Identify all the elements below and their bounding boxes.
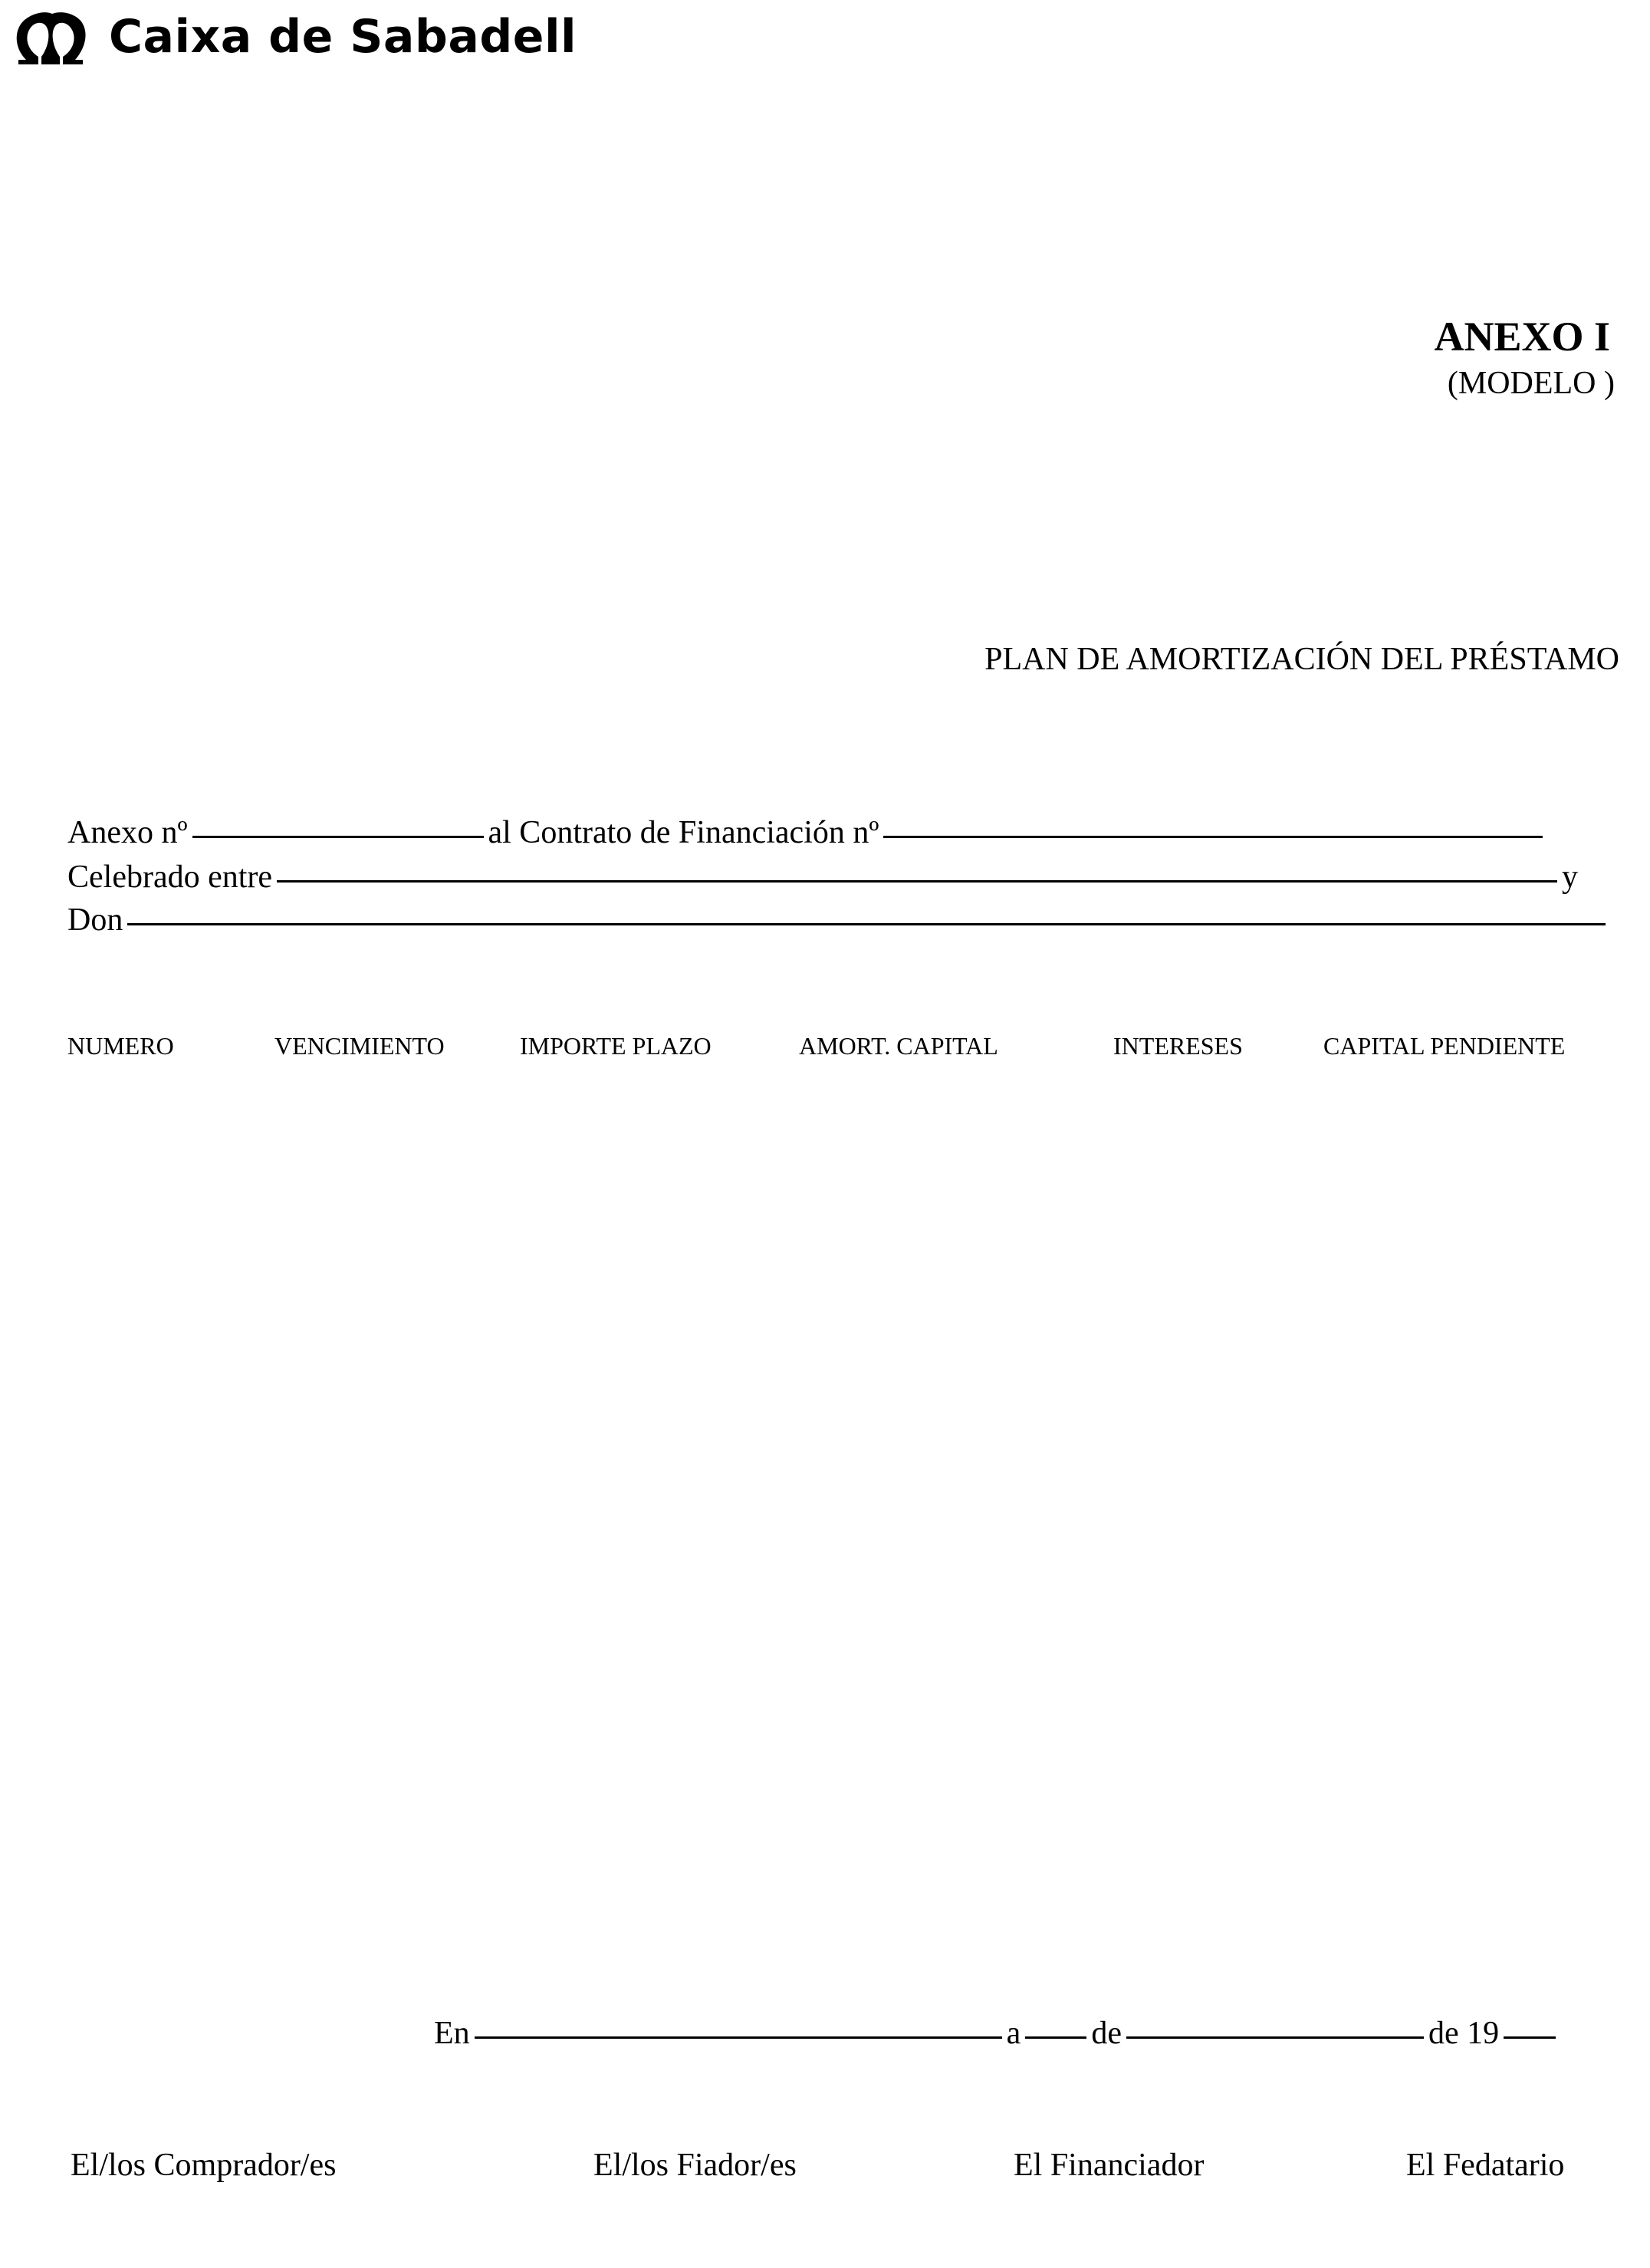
header-importe-plazo: IMPORTE PLAZO [520,1032,712,1060]
don-field[interactable] [127,922,1606,925]
signature-buyers: El/los Comprador/es [71,2148,337,2183]
de-label: de [1091,2016,1122,2051]
signature-notary: El Fedatario [1406,2148,1565,2183]
bank-name: Caixa de Sabadell [109,10,577,64]
omega-logo-icon [12,9,89,64]
month-field[interactable] [1126,2036,1424,2039]
annex-no-label: Anexo nº [67,815,188,850]
plan-title: PLAN DE AMORTIZACIÓN DEL PRÉSTAMO [984,642,1619,677]
don-label: Don [67,902,123,938]
annex-number-row [67,814,1547,851]
day-field[interactable] [1025,2036,1086,2039]
contract-no-field[interactable] [883,835,1543,838]
header-capital-pendiente: CAPITAL PENDIENTE [1323,1032,1566,1060]
don-row [67,902,1610,938]
bank-logo [12,6,577,67]
signature-financier: El Financiador [1014,2148,1205,2183]
header-amort-capital: AMORT. CAPITAL [799,1032,998,1060]
contract-label: al Contrato de Financiación nº [488,815,879,850]
header-vencimiento: VENCIMIENTO [274,1032,445,1060]
year-label: de 19 [1428,2016,1500,2051]
header-intereses: INTERESES [1113,1032,1243,1060]
place-date-row [434,2015,1560,2052]
signature-guarantors: El/los Fiador/es [593,2148,797,2183]
year-field[interactable] [1504,2036,1556,2039]
celebrated-field[interactable] [277,879,1557,883]
place-field[interactable] [475,2036,1002,2039]
celebrated-label: Celebrado entre [67,860,273,895]
en-label: En [434,2016,470,2051]
and-label: y [1562,860,1579,895]
header-numero: NUMERO [67,1032,174,1060]
celebrated-row [67,859,1578,896]
a-label: a [1006,2016,1021,2051]
annex-no-field[interactable] [192,835,484,838]
annex-title: ANEXO I [1434,314,1610,360]
annex-model: (MODELO ) [1447,366,1615,401]
